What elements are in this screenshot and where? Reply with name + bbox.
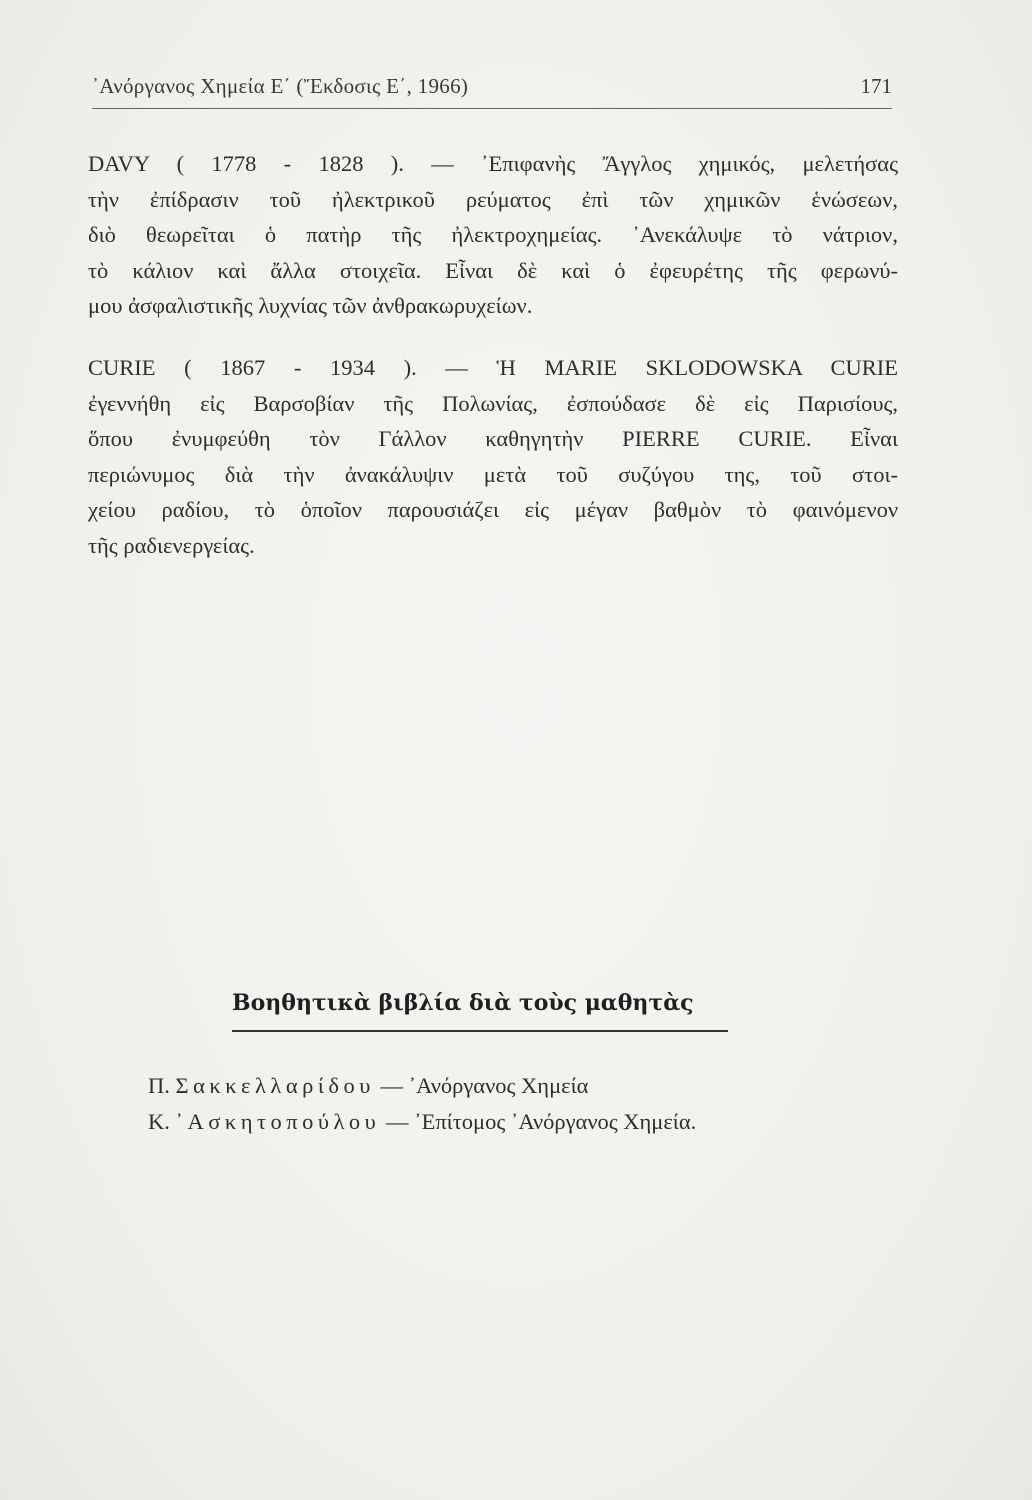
author-name: ᾿Ασκητοπούλου — [175, 1109, 381, 1134]
bibliography-list — [148, 1068, 868, 1140]
author-name: Σακκελλαρίδου — [175, 1073, 375, 1098]
entry-line: περιώνυμος διὰ τὴν ἀνακάλυψιν μετὰ τοῦ συζύγου της, τοῦ στοι- — [88, 461, 898, 487]
bibliography-item — [148, 1068, 868, 1104]
entry-line: DAVY ( 1778 - 1828 ). — ᾿Επιφανὴς Ἄγγλος χημικός, μελετήσας — [88, 151, 898, 176]
entry-line: τὴν ἐπίδρασιν τοῦ ἠλεκτρικοῦ ρεύματος ἐπὶ τῶν χημικῶν ἑνώσεων, — [88, 186, 898, 212]
book-title: — ᾿Επίτομος ᾿Ανόργανος Χημεία. — [385, 1109, 697, 1134]
biography-entry-davy — [88, 146, 898, 324]
book-title: — ᾿Ανόργανος Χημεία — [380, 1073, 589, 1098]
bibliography-heading: Βοηθητικὰ βιβλία διὰ τοὺς μαθητὰς — [232, 990, 694, 1016]
entry-line: χείου ραδίου, τὸ ὁποῖον παρουσιάζει εἰς μέγαν βαθμὸν τὸ φαινόμενον — [88, 497, 898, 522]
header-rule — [92, 108, 892, 109]
running-head-title: ᾿Ανόργανος Χημεία Ε΄ (Ἔκδοσις Ε΄, 1966) — [92, 74, 469, 98]
author-initial: Κ. — [148, 1109, 170, 1134]
entry-line: τῆς ραδιενεργείας. — [88, 532, 255, 558]
entry-line: διὸ θεωρεῖται ὁ πατὴρ τῆς ἠλεκτροχημείας. ᾿Ανεκάλυψε τὸ νάτριον, — [88, 222, 898, 247]
biography-entry-curie — [88, 350, 898, 563]
entry-line: τὸ κάλιον καὶ ἄλλα στοιχεῖα. Εἶναι δὲ καὶ ὁ ἐφευρέτης τῆς φερωνύ- — [88, 257, 898, 283]
bibliography-item — [148, 1104, 868, 1140]
page-number: 171 — [860, 74, 892, 98]
entry-line: ὅπου ἐνυμφεύθη τὸν Γάλλον καθηγητὴν PIERRE CURIE. Εἶναι — [88, 426, 898, 451]
running-head — [92, 74, 892, 102]
entry-line: ἐγεννήθη εἰς Βαρσοβίαν τῆς Πολωνίας, ἐσπούδασε δὲ εἰς Παρισίους, — [88, 390, 898, 416]
bibliography-heading-rule — [232, 1030, 728, 1032]
author-initial: Π. — [148, 1073, 170, 1098]
entry-line: μου ἀσφαλιστικῆς λυχνίας τῶν ἀνθρακωρυχείων. — [88, 293, 533, 318]
entry-line: CURIE ( 1867 - 1934 ). — Ἡ MARIE SKLODOWSKA CURIE — [88, 355, 898, 380]
